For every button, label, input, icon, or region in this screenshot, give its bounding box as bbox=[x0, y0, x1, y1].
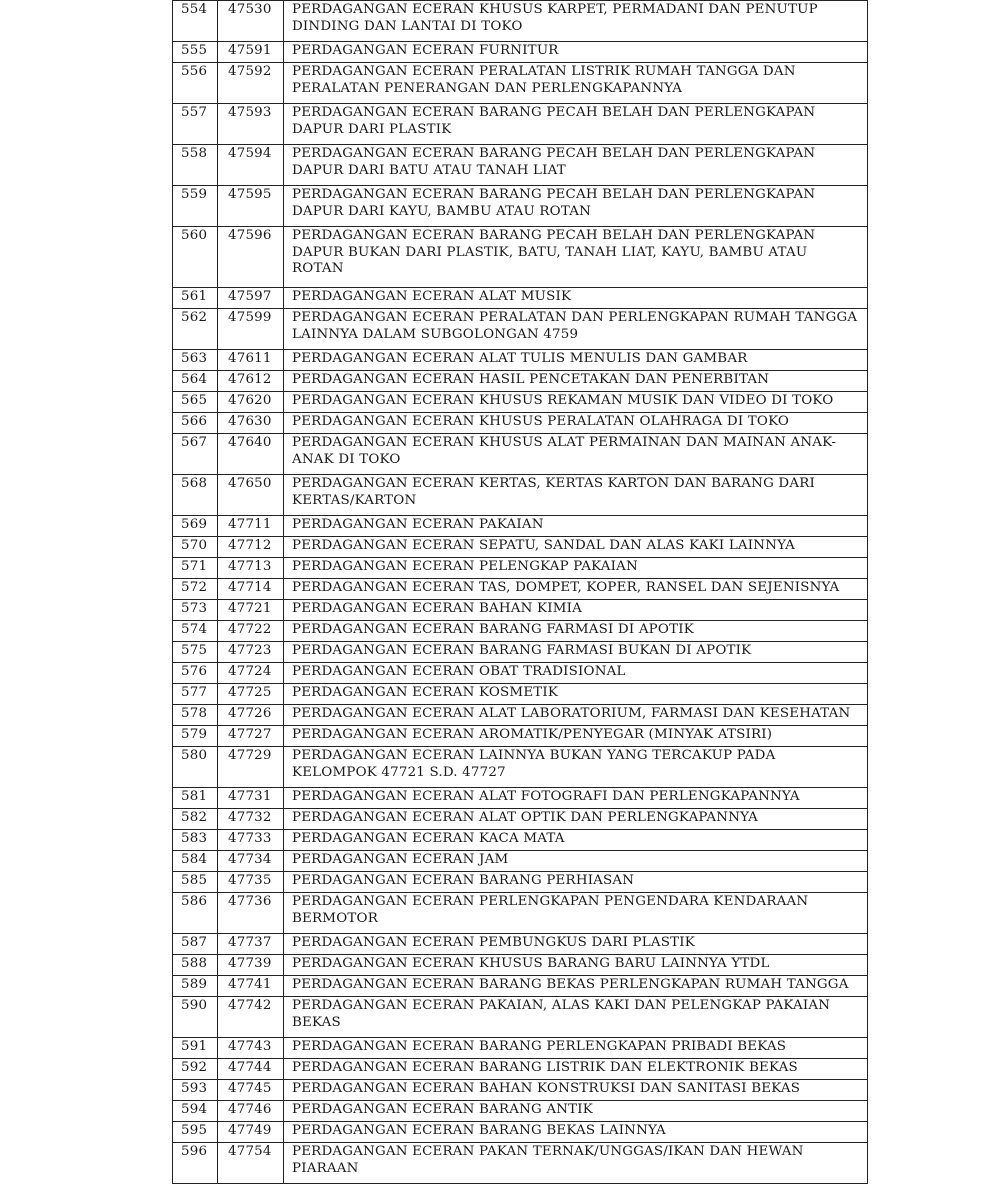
row-code: 47723 bbox=[218, 642, 284, 663]
table-row bbox=[173, 537, 868, 558]
row-code: 47650 bbox=[218, 475, 284, 516]
row-code: 47722 bbox=[218, 621, 284, 642]
table-row bbox=[173, 663, 868, 684]
row-number: 574 bbox=[173, 621, 218, 642]
row-number: 566 bbox=[173, 413, 218, 434]
row-number: 556 bbox=[173, 63, 218, 104]
row-description: PERDAGANGAN ECERAN KACA MATA bbox=[284, 830, 868, 851]
row-code: 47741 bbox=[218, 976, 284, 997]
table-row bbox=[173, 579, 868, 600]
table-row bbox=[173, 955, 868, 976]
row-code: 47591 bbox=[218, 42, 284, 63]
row-description: PERDAGANGAN ECERAN TAS, DOMPET, KOPER, RANSEL DAN SEJENISNYA bbox=[284, 579, 868, 600]
row-description: PERDAGANGAN ECERAN JAM bbox=[284, 851, 868, 872]
row-code: 47612 bbox=[218, 371, 284, 392]
row-description: PERDAGANGAN ECERAN BARANG FARMASI DI APOTIK bbox=[284, 621, 868, 642]
row-description: PERDAGANGAN ECERAN PAKAIAN bbox=[284, 516, 868, 537]
row-number: 559 bbox=[173, 186, 218, 227]
row-code: 47721 bbox=[218, 600, 284, 621]
row-code: 47714 bbox=[218, 579, 284, 600]
table-row bbox=[173, 145, 868, 186]
table-row bbox=[173, 1122, 868, 1143]
row-code: 47725 bbox=[218, 684, 284, 705]
table-row bbox=[173, 288, 868, 309]
row-number: 591 bbox=[173, 1038, 218, 1059]
row-code: 47726 bbox=[218, 705, 284, 726]
row-description: PERDAGANGAN ECERAN AROMATIK/PENYEGAR (MINYAK ATSIRI) bbox=[284, 726, 868, 747]
row-description: PERDAGANGAN ECERAN ALAT MUSIK bbox=[284, 288, 868, 309]
table-row bbox=[173, 1038, 868, 1059]
row-description: PERDAGANGAN ECERAN SEPATU, SANDAL DAN ALAS KAKI LAINNYA bbox=[284, 537, 868, 558]
table-row bbox=[173, 516, 868, 537]
row-code: 47594 bbox=[218, 145, 284, 186]
row-code: 47530 bbox=[218, 1, 284, 42]
row-number: 565 bbox=[173, 392, 218, 413]
row-code: 47729 bbox=[218, 747, 284, 788]
row-number: 571 bbox=[173, 558, 218, 579]
row-code: 47711 bbox=[218, 516, 284, 537]
row-code: 47630 bbox=[218, 413, 284, 434]
row-number: 572 bbox=[173, 579, 218, 600]
row-code: 47640 bbox=[218, 434, 284, 475]
table-row bbox=[173, 851, 868, 872]
row-number: 588 bbox=[173, 955, 218, 976]
row-description: PERDAGANGAN ECERAN PAKAIAN, ALAS KAKI DAN PELENGKAP PAKAIAN BEKAS bbox=[284, 997, 868, 1038]
row-code: 47746 bbox=[218, 1101, 284, 1122]
row-description: PERDAGANGAN ECERAN KHUSUS BARANG BARU LAINNYA YTDL bbox=[284, 955, 868, 976]
row-code: 47745 bbox=[218, 1080, 284, 1101]
table-row bbox=[173, 1, 868, 42]
row-number: 563 bbox=[173, 350, 218, 371]
row-code: 47742 bbox=[218, 997, 284, 1038]
row-number: 560 bbox=[173, 227, 218, 288]
row-description: PERDAGANGAN ECERAN BARANG LISTRIK DAN ELEKTRONIK BEKAS bbox=[284, 1059, 868, 1080]
table-row bbox=[173, 1059, 868, 1080]
table-row bbox=[173, 705, 868, 726]
row-number: 582 bbox=[173, 809, 218, 830]
row-description: PERDAGANGAN ECERAN BARANG BEKAS PERLENGKAPAN RUMAH TANGGA bbox=[284, 976, 868, 997]
table-row bbox=[173, 186, 868, 227]
row-code: 47596 bbox=[218, 227, 284, 288]
row-description: PERDAGANGAN ECERAN BARANG PERLENGKAPAN PRIBADI BEKAS bbox=[284, 1038, 868, 1059]
table-row bbox=[173, 976, 868, 997]
table-row bbox=[173, 392, 868, 413]
row-description: PERDAGANGAN ECERAN ALAT TULIS MENULIS DAN GAMBAR bbox=[284, 350, 868, 371]
table-row bbox=[173, 350, 868, 371]
row-description: PERDAGANGAN ECERAN PAKAN TERNAK/UNGGAS/IKAN DAN HEWAN PIARAAN bbox=[284, 1143, 868, 1184]
table-row bbox=[173, 621, 868, 642]
table-row bbox=[173, 830, 868, 851]
row-code: 47620 bbox=[218, 392, 284, 413]
row-number: 585 bbox=[173, 872, 218, 893]
table-row bbox=[173, 104, 868, 145]
table-row bbox=[173, 1143, 868, 1184]
row-code: 47592 bbox=[218, 63, 284, 104]
row-number: 575 bbox=[173, 642, 218, 663]
row-description: PERDAGANGAN ECERAN BARANG BEKAS LAINNYA bbox=[284, 1122, 868, 1143]
row-number: 578 bbox=[173, 705, 218, 726]
table-row bbox=[173, 809, 868, 830]
row-number: 593 bbox=[173, 1080, 218, 1101]
row-number: 580 bbox=[173, 747, 218, 788]
row-number: 581 bbox=[173, 788, 218, 809]
row-description: PERDAGANGAN ECERAN BARANG PECAH BELAH DAN PERLENGKAPAN DAPUR DARI PLASTIK bbox=[284, 104, 868, 145]
table-row bbox=[173, 726, 868, 747]
row-number: 576 bbox=[173, 663, 218, 684]
row-number: 583 bbox=[173, 830, 218, 851]
row-code: 47713 bbox=[218, 558, 284, 579]
row-description: PERDAGANGAN ECERAN ALAT LABORATORIUM, FARMASI DAN KESEHATAN bbox=[284, 705, 868, 726]
row-number: 561 bbox=[173, 288, 218, 309]
row-code: 47737 bbox=[218, 934, 284, 955]
table-row bbox=[173, 747, 868, 788]
row-description: PERDAGANGAN ECERAN OBAT TRADISIONAL bbox=[284, 663, 868, 684]
row-code: 47597 bbox=[218, 288, 284, 309]
row-description: PERDAGANGAN ECERAN ALAT FOTOGRAFI DAN PERLENGKAPANNYA bbox=[284, 788, 868, 809]
row-code: 47593 bbox=[218, 104, 284, 145]
row-number: 557 bbox=[173, 104, 218, 145]
row-description: PERDAGANGAN ECERAN PELENGKAP PAKAIAN bbox=[284, 558, 868, 579]
table-row bbox=[173, 642, 868, 663]
row-description: PERDAGANGAN ECERAN PERALATAN LISTRIK RUMAH TANGGA DAN PERALATAN PENERANGAN DAN PERLENGKAPANNYA bbox=[284, 63, 868, 104]
kbli-table bbox=[172, 0, 868, 1184]
row-description: PERDAGANGAN ECERAN KOSMETIK bbox=[284, 684, 868, 705]
table-row bbox=[173, 1080, 868, 1101]
row-number: 579 bbox=[173, 726, 218, 747]
row-description: PERDAGANGAN ECERAN PEMBUNGKUS DARI PLASTIK bbox=[284, 934, 868, 955]
row-description: PERDAGANGAN ECERAN KHUSUS ALAT PERMAINAN DAN MAINAN ANAK-ANAK DI TOKO bbox=[284, 434, 868, 475]
row-code: 47743 bbox=[218, 1038, 284, 1059]
row-description: PERDAGANGAN ECERAN KHUSUS PERALATAN OLAHRAGA DI TOKO bbox=[284, 413, 868, 434]
table-row bbox=[173, 997, 868, 1038]
row-number: 573 bbox=[173, 600, 218, 621]
row-number: 592 bbox=[173, 1059, 218, 1080]
row-number: 555 bbox=[173, 42, 218, 63]
row-number: 577 bbox=[173, 684, 218, 705]
table-row bbox=[173, 309, 868, 350]
row-code: 47712 bbox=[218, 537, 284, 558]
row-description: PERDAGANGAN ECERAN ALAT OPTIK DAN PERLENGKAPANNYA bbox=[284, 809, 868, 830]
row-description: PERDAGANGAN ECERAN BARANG PECAH BELAH DAN PERLENGKAPAN DAPUR DARI KAYU, BAMBU ATAU ROTAN bbox=[284, 186, 868, 227]
row-description: PERDAGANGAN ECERAN KHUSUS KARPET, PERMADANI DAN PENUTUP DINDING DAN LANTAI DI TOKO bbox=[284, 1, 868, 42]
table-row bbox=[173, 558, 868, 579]
row-number: 558 bbox=[173, 145, 218, 186]
row-description: PERDAGANGAN ECERAN HASIL PENCETAKAN DAN PENERBITAN bbox=[284, 371, 868, 392]
row-number: 569 bbox=[173, 516, 218, 537]
row-code: 47599 bbox=[218, 309, 284, 350]
row-code: 47735 bbox=[218, 872, 284, 893]
row-description: PERDAGANGAN ECERAN KHUSUS REKAMAN MUSIK DAN VIDEO DI TOKO bbox=[284, 392, 868, 413]
row-number: 590 bbox=[173, 997, 218, 1038]
row-number: 594 bbox=[173, 1101, 218, 1122]
table-row bbox=[173, 371, 868, 392]
row-number: 567 bbox=[173, 434, 218, 475]
table-row bbox=[173, 413, 868, 434]
row-code: 47733 bbox=[218, 830, 284, 851]
row-description: PERDAGANGAN ECERAN BARANG ANTIK bbox=[284, 1101, 868, 1122]
row-description: PERDAGANGAN ECERAN BARANG PECAH BELAH DAN PERLENGKAPAN DAPUR DARI BATU ATAU TANAH LIAT bbox=[284, 145, 868, 186]
row-code: 47724 bbox=[218, 663, 284, 684]
row-description: PERDAGANGAN ECERAN KERTAS, KERTAS KARTON DAN BARANG DARI KERTAS/KARTON bbox=[284, 475, 868, 516]
row-description: PERDAGANGAN ECERAN BARANG FARMASI BUKAN DI APOTIK bbox=[284, 642, 868, 663]
row-description: PERDAGANGAN ECERAN FURNITUR bbox=[284, 42, 868, 63]
row-description: PERDAGANGAN ECERAN PERLENGKAPAN PENGENDARA KENDARAAN BERMOTOR bbox=[284, 893, 868, 934]
row-number: 586 bbox=[173, 893, 218, 934]
row-description: PERDAGANGAN ECERAN BARANG PECAH BELAH DAN PERLENGKAPAN DAPUR BUKAN DARI PLASTIK, BATU, TANAH LIAT, KAYU, BAMBU ATAU ROTAN bbox=[284, 227, 868, 288]
row-code: 47732 bbox=[218, 809, 284, 830]
row-number: 562 bbox=[173, 309, 218, 350]
row-code: 47611 bbox=[218, 350, 284, 371]
row-code: 47744 bbox=[218, 1059, 284, 1080]
table-row bbox=[173, 934, 868, 955]
row-code: 47739 bbox=[218, 955, 284, 976]
table-row bbox=[173, 600, 868, 621]
table-row bbox=[173, 434, 868, 475]
row-code: 47734 bbox=[218, 851, 284, 872]
table-row bbox=[173, 872, 868, 893]
row-code: 47754 bbox=[218, 1143, 284, 1184]
row-number: 570 bbox=[173, 537, 218, 558]
row-number: 584 bbox=[173, 851, 218, 872]
row-description: PERDAGANGAN ECERAN PERALATAN DAN PERLENGKAPAN RUMAH TANGGA LAINNYA DALAM SUBGOLONGAN 4759 bbox=[284, 309, 868, 350]
row-description: PERDAGANGAN ECERAN BAHAN KONSTRUKSI DAN SANITASI BEKAS bbox=[284, 1080, 868, 1101]
table-row bbox=[173, 42, 868, 63]
table-row bbox=[173, 475, 868, 516]
row-number: 568 bbox=[173, 475, 218, 516]
table-row bbox=[173, 684, 868, 705]
row-code: 47727 bbox=[218, 726, 284, 747]
table-row bbox=[173, 227, 868, 288]
row-code: 47736 bbox=[218, 893, 284, 934]
row-number: 589 bbox=[173, 976, 218, 997]
row-number: 554 bbox=[173, 1, 218, 42]
row-code: 47749 bbox=[218, 1122, 284, 1143]
row-description: PERDAGANGAN ECERAN BARANG PERHIASAN bbox=[284, 872, 868, 893]
row-code: 47731 bbox=[218, 788, 284, 809]
row-description: PERDAGANGAN ECERAN BAHAN KIMIA bbox=[284, 600, 868, 621]
table-row bbox=[173, 1101, 868, 1122]
row-number: 596 bbox=[173, 1143, 218, 1184]
row-number: 564 bbox=[173, 371, 218, 392]
row-number: 595 bbox=[173, 1122, 218, 1143]
row-code: 47595 bbox=[218, 186, 284, 227]
table-body bbox=[173, 1, 868, 1184]
table-row bbox=[173, 63, 868, 104]
row-description: PERDAGANGAN ECERAN LAINNYA BUKAN YANG TERCAKUP PADA KELOMPOK 47721 S.D. 47727 bbox=[284, 747, 868, 788]
table-row bbox=[173, 788, 868, 809]
row-number: 587 bbox=[173, 934, 218, 955]
table-row bbox=[173, 893, 868, 934]
